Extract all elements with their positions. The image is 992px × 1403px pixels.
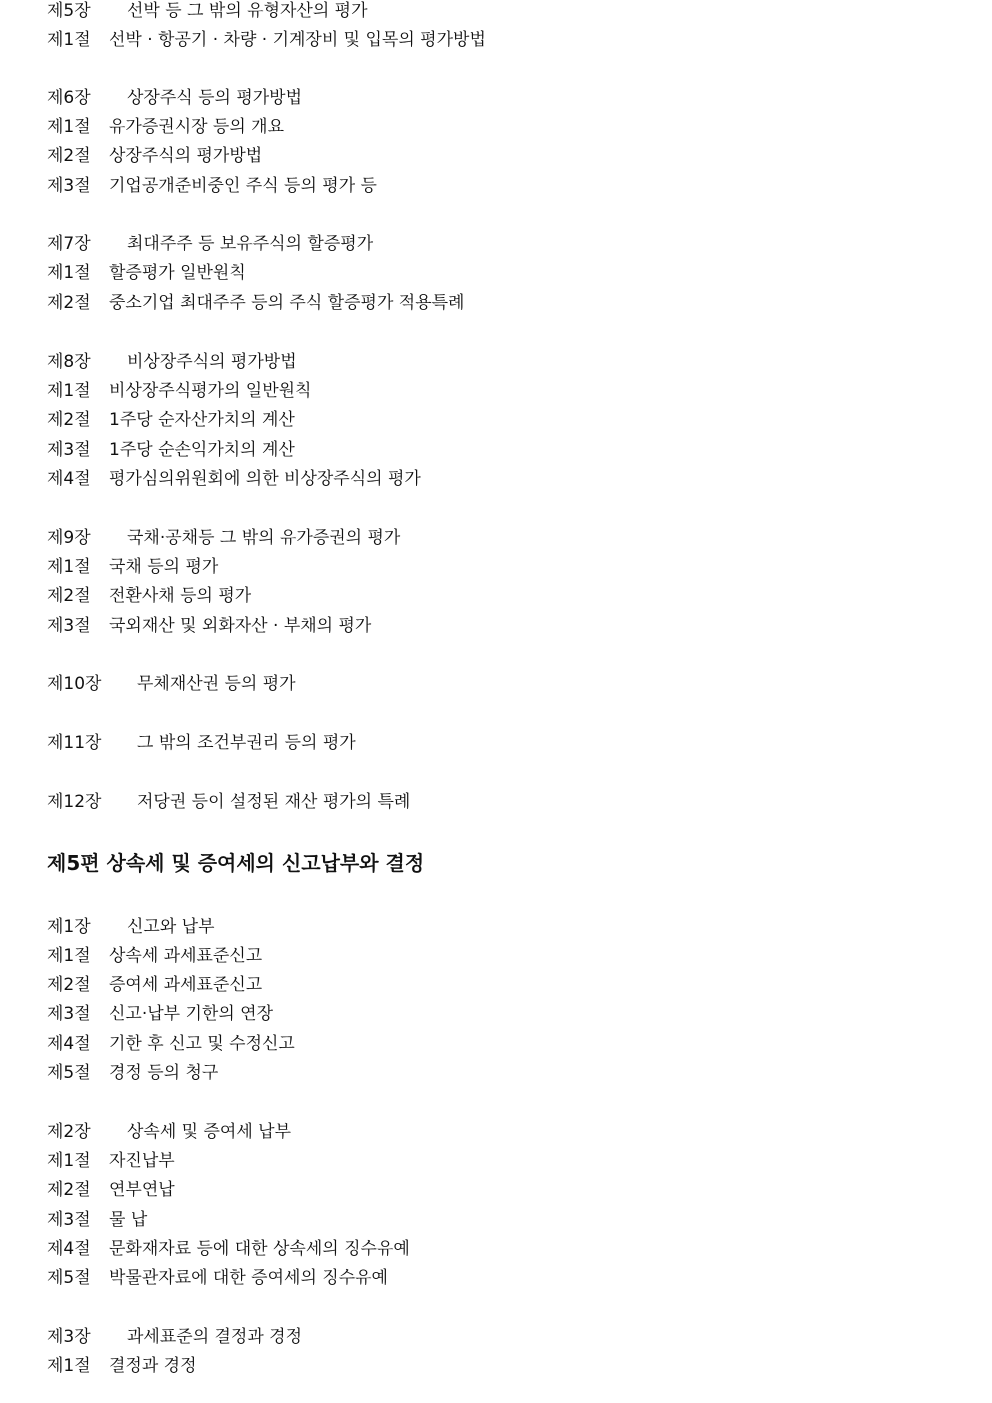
section-number: 제2절 (47, 293, 91, 313)
chapter-heading (47, 349, 297, 375)
section-title: 자진납부 (109, 1151, 175, 1171)
chapter-number: 제9장 (47, 528, 91, 548)
chapter-heading (47, 1119, 291, 1145)
section-title: 경정 등의 청구 (109, 1063, 219, 1083)
section-number: 제3절 (47, 616, 91, 636)
part-heading: 제5편 상속세 및 증여세의 신고납부와 결정 (47, 851, 425, 875)
chapter-title: 비상장주식의 평가방법 (127, 352, 297, 372)
section-number: 제1절 (47, 30, 91, 50)
section-number: 제3절 (47, 1210, 91, 1230)
section-title: 결정과 경정 (109, 1356, 197, 1376)
chapter-number: 제7장 (47, 234, 91, 254)
section-title: 1주당 순손익가치의 계산 (109, 440, 295, 460)
section-number: 제1절 (47, 1151, 91, 1171)
section-title: 중소기업 최대주주 등의 주식 할증평가 적용특례 (109, 293, 465, 313)
section-entry (47, 290, 464, 316)
section-entry (47, 27, 486, 53)
chapter-title: 국채·공채등 그 밖의 유가증권의 평가 (127, 528, 401, 548)
section-entry (47, 378, 311, 404)
section-entry (47, 943, 262, 969)
section-entry (47, 1353, 197, 1379)
section-entry (47, 114, 284, 140)
chapter-number: 제11장 (47, 733, 102, 753)
chapter-title: 상장주식 등의 평가방법 (127, 88, 303, 108)
section-entry (47, 972, 262, 998)
section-number: 제1절 (47, 1356, 91, 1376)
section-number: 제1절 (47, 381, 91, 401)
section-title: 국외재산 및 외화자산 · 부채의 평가 (109, 616, 372, 636)
section-number: 제5절 (47, 1063, 91, 1083)
section-number: 제1절 (47, 557, 91, 577)
chapter-number: 제10장 (47, 674, 102, 694)
chapter-heading (47, 1324, 302, 1350)
chapter-heading (47, 789, 410, 815)
chapter-number: 제3장 (47, 1327, 91, 1347)
section-entry (47, 466, 421, 492)
chapter-heading (47, 231, 373, 257)
section-entry (47, 554, 218, 580)
section-title: 선박 · 항공기 · 차량 · 기계장비 및 입목의 평가방법 (109, 30, 486, 50)
section-number: 제1절 (47, 946, 91, 966)
section-entry (47, 1265, 388, 1291)
section-entry (47, 1148, 175, 1174)
chapter-title: 그 밖의 조건부권리 등의 평가 (137, 733, 356, 753)
chapter-number: 제1장 (47, 917, 91, 937)
section-entry (47, 173, 377, 199)
chapter-title: 신고와 납부 (127, 917, 215, 937)
section-entry (47, 1001, 273, 1027)
section-title: 평가심의위원회에 의한 비상장주식의 평가 (109, 469, 421, 489)
section-title: 증여세 과세표준신고 (109, 975, 263, 995)
section-number: 제2절 (47, 1180, 91, 1200)
section-title: 기업공개준비중인 주식 등의 평가 등 (109, 176, 377, 196)
section-number: 제1절 (47, 263, 91, 283)
section-number: 제4절 (47, 1239, 91, 1259)
section-entry (47, 1207, 147, 1233)
section-title: 물 납 (109, 1210, 148, 1230)
chapter-title: 최대주주 등 보유주식의 할증평가 (127, 234, 374, 254)
chapter-heading (47, 525, 400, 551)
section-title: 상장주식의 평가방법 (109, 146, 263, 166)
section-number: 제2절 (47, 975, 91, 995)
section-entry (47, 1177, 175, 1203)
section-entry (47, 143, 262, 169)
section-entry (47, 613, 371, 639)
section-title: 국채 등의 평가 (109, 557, 219, 577)
chapter-heading (47, 0, 368, 24)
section-title: 연부연납 (109, 1180, 175, 1200)
chapter-heading (47, 671, 296, 697)
section-number: 제4절 (47, 1034, 91, 1054)
section-entry (47, 1236, 410, 1262)
section-entry (47, 260, 246, 286)
section-number: 제2절 (47, 586, 91, 606)
section-title: 유가증권시장 등의 개요 (109, 117, 285, 137)
section-number: 제3절 (47, 440, 91, 460)
chapter-number: 제2장 (47, 1122, 91, 1142)
section-number: 제2절 (47, 410, 91, 430)
section-title: 할증평가 일반원칙 (109, 263, 246, 283)
section-number: 제3절 (47, 176, 91, 196)
section-number: 제4절 (47, 469, 91, 489)
section-entry (47, 1060, 218, 1086)
section-title: 박물관자료에 대한 증여세의 징수유예 (109, 1268, 388, 1288)
section-entry (47, 407, 295, 433)
section-number: 제3절 (47, 1004, 91, 1024)
chapter-title: 과세표준의 결정과 경정 (127, 1327, 303, 1347)
section-number: 제1절 (47, 117, 91, 137)
chapter-heading (47, 730, 356, 756)
section-title: 전환사채 등의 평가 (109, 586, 252, 606)
section-number: 제5절 (47, 1268, 91, 1288)
section-title: 비상장주식평가의 일반원칙 (109, 381, 312, 401)
chapter-number: 제12장 (47, 792, 102, 812)
chapter-title: 선박 등 그 밖의 유형자산의 평가 (127, 1, 368, 21)
chapter-heading (47, 914, 215, 940)
section-title: 상속세 과세표준신고 (109, 946, 263, 966)
section-title: 신고·납부 기한의 연장 (109, 1004, 274, 1024)
chapter-title: 저당권 등이 설정된 재산 평가의 특례 (137, 792, 411, 812)
chapter-number: 제8장 (47, 352, 91, 372)
chapter-number: 제6장 (47, 88, 91, 108)
section-entry (47, 1031, 295, 1057)
chapter-title: 무체재산권 등의 평가 (137, 674, 296, 694)
section-entry (47, 437, 295, 463)
chapter-heading (47, 85, 302, 111)
section-entry (47, 583, 251, 609)
section-title: 기한 후 신고 및 수정신고 (109, 1034, 295, 1054)
section-title: 1주당 순자산가치의 계산 (109, 410, 295, 430)
chapter-title: 상속세 및 증여세 납부 (127, 1122, 292, 1142)
section-title: 문화재자료 등에 대한 상속세의 징수유예 (109, 1239, 410, 1259)
section-number: 제2절 (47, 146, 91, 166)
chapter-number: 제5장 (47, 1, 91, 21)
